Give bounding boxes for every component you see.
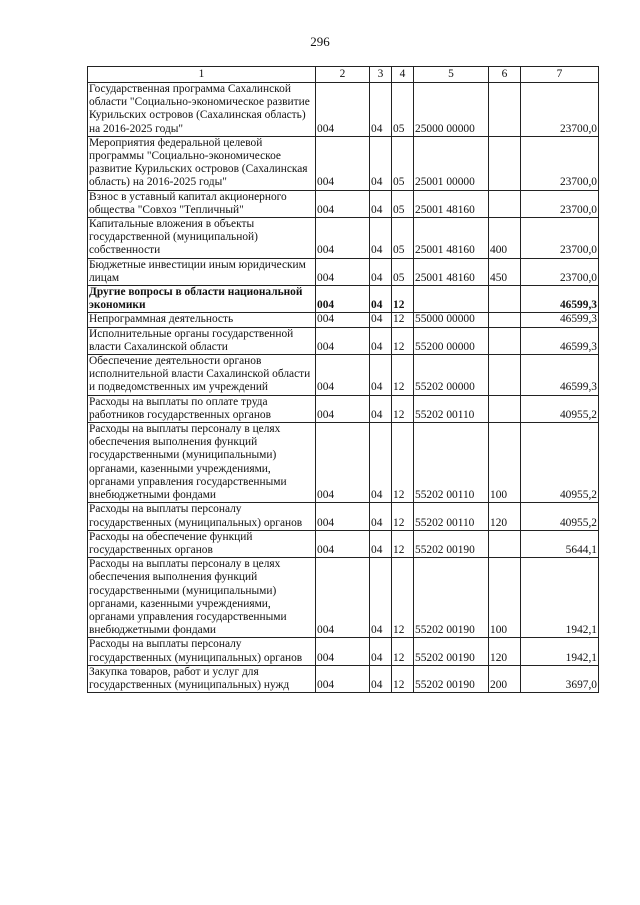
table-row xyxy=(88,313,599,327)
ministry-code-cell: 004 xyxy=(316,83,370,137)
target-article-cell: 25001 48160 xyxy=(414,218,489,259)
item-name-cell: Расходы на выплаты персоналу государственных (муниципальных) органов xyxy=(88,503,316,530)
header-cell: 3 xyxy=(370,67,392,83)
item-name-cell: Расходы на выплаты по оплате труда работников государственных органов xyxy=(88,395,316,422)
ministry-code-cell: 004 xyxy=(316,190,370,217)
table-row xyxy=(88,530,599,557)
target-article-cell: 55202 00190 xyxy=(414,558,489,638)
section-code-cell: 04 xyxy=(370,395,392,422)
header-cell: 2 xyxy=(316,67,370,83)
amount-cell: 46599,3 xyxy=(521,286,599,313)
table-row xyxy=(88,258,599,285)
section-code-cell: 04 xyxy=(370,327,392,354)
table-row xyxy=(88,218,599,259)
ministry-code-cell: 004 xyxy=(316,395,370,422)
expense-type-cell: 120 xyxy=(489,638,521,665)
amount-cell: 23700,0 xyxy=(521,218,599,259)
expense-type-cell xyxy=(489,83,521,137)
ministry-code-cell: 004 xyxy=(316,136,370,190)
section-code-cell: 04 xyxy=(370,530,392,557)
table-row xyxy=(88,83,599,137)
target-article-cell: 55200 00000 xyxy=(414,327,489,354)
expense-type-cell xyxy=(489,395,521,422)
header-cell: 6 xyxy=(489,67,521,83)
section-code-cell: 04 xyxy=(370,355,392,396)
section-code-cell: 04 xyxy=(370,190,392,217)
table-row xyxy=(88,638,599,665)
amount-cell: 23700,0 xyxy=(521,190,599,217)
amount-cell: 46599,3 xyxy=(521,313,599,327)
page-number: 296 xyxy=(310,34,330,49)
header-row xyxy=(88,67,599,83)
amount-cell: 1942,1 xyxy=(521,558,599,638)
expense-type-cell: 450 xyxy=(489,258,521,285)
item-name-cell: Исполнительные органы государственной власти Сахалинской области xyxy=(88,327,316,354)
ministry-code-cell: 004 xyxy=(316,558,370,638)
item-name-cell: Государственная программа Сахалинской области "Социально-экономическое развитие Курильских островов (Сахалинская область) на 2016-2025 годы" xyxy=(88,83,316,137)
header-cell: 7 xyxy=(521,67,599,83)
ministry-code-cell: 004 xyxy=(316,423,370,503)
table-row xyxy=(88,665,599,692)
ministry-code-cell: 004 xyxy=(316,286,370,313)
amount-cell: 46599,3 xyxy=(521,355,599,396)
target-article-cell: 55202 00110 xyxy=(414,423,489,503)
item-name-cell: Закупка товаров, работ и услуг для государственных (муниципальных) нужд xyxy=(88,665,316,692)
amount-cell: 5644,1 xyxy=(521,530,599,557)
target-article-cell: 55202 00110 xyxy=(414,503,489,530)
subsection-code-cell: 12 xyxy=(392,530,414,557)
header-cell: 4 xyxy=(392,67,414,83)
table-row xyxy=(88,136,599,190)
section-code-cell: 04 xyxy=(370,638,392,665)
subsection-code-cell: 12 xyxy=(392,313,414,327)
table-row xyxy=(88,423,599,503)
header-cell: 5 xyxy=(414,67,489,83)
target-article-cell: 55202 00000 xyxy=(414,355,489,396)
subsection-code-cell: 12 xyxy=(392,558,414,638)
ministry-code-cell: 004 xyxy=(316,313,370,327)
amount-cell: 3697,0 xyxy=(521,665,599,692)
amount-cell: 23700,0 xyxy=(521,136,599,190)
table-row xyxy=(88,355,599,396)
target-article-cell: 55202 00190 xyxy=(414,638,489,665)
ministry-code-cell: 004 xyxy=(316,665,370,692)
ministry-code-cell: 004 xyxy=(316,503,370,530)
section-code-cell: 04 xyxy=(370,558,392,638)
target-article-cell: 55202 00190 xyxy=(414,530,489,557)
header-cell: 1 xyxy=(88,67,316,83)
expense-type-cell: 200 xyxy=(489,665,521,692)
target-article-cell: 25000 00000 xyxy=(414,83,489,137)
subsection-code-cell: 12 xyxy=(392,503,414,530)
amount-cell: 40955,2 xyxy=(521,503,599,530)
expense-type-cell xyxy=(489,190,521,217)
subsection-code-cell: 12 xyxy=(392,395,414,422)
item-name-cell: Непрограммная деятельность xyxy=(88,313,316,327)
section-code-cell: 04 xyxy=(370,258,392,285)
subsection-code-cell: 12 xyxy=(392,423,414,503)
target-article-cell: 55202 00190 xyxy=(414,665,489,692)
section-code-cell: 04 xyxy=(370,286,392,313)
amount-cell: 40955,2 xyxy=(521,423,599,503)
expense-type-cell xyxy=(489,530,521,557)
expense-type-cell xyxy=(489,355,521,396)
table-row xyxy=(88,503,599,530)
expense-type-cell: 400 xyxy=(489,218,521,259)
ministry-code-cell: 004 xyxy=(316,327,370,354)
amount-cell: 40955,2 xyxy=(521,395,599,422)
item-name-cell: Другие вопросы в области национальной экономики xyxy=(88,286,316,313)
ministry-code-cell: 004 xyxy=(316,638,370,665)
subsection-code-cell: 12 xyxy=(392,638,414,665)
target-article-cell: 25001 48160 xyxy=(414,190,489,217)
expense-type-cell xyxy=(489,286,521,313)
item-name-cell: Мероприятия федеральной целевой программы "Социально-экономическое развитие Курильских островов (Сахалинская область) на 2016-2025 годы" xyxy=(88,136,316,190)
subsection-code-cell: 05 xyxy=(392,136,414,190)
subsection-code-cell: 05 xyxy=(392,190,414,217)
section-code-cell: 04 xyxy=(370,136,392,190)
expense-type-cell: 100 xyxy=(489,423,521,503)
item-name-cell: Расходы на выплаты персоналу в целях обеспечения выполнения функций государственными (муниципальными) органами, казенными учреждениями, органами управления государственными внебюджетными фондами xyxy=(88,423,316,503)
subsection-code-cell: 05 xyxy=(392,218,414,259)
table-row xyxy=(88,327,599,354)
item-name-cell: Взнос в уставный капитал акционерного общества "Совхоз "Тепличный" xyxy=(88,190,316,217)
subsection-code-cell: 12 xyxy=(392,355,414,396)
ministry-code-cell: 004 xyxy=(316,218,370,259)
table-row xyxy=(88,558,599,638)
target-article-cell: 25001 00000 xyxy=(414,136,489,190)
subsection-code-cell: 12 xyxy=(392,286,414,313)
table-row xyxy=(88,395,599,422)
ministry-code-cell: 004 xyxy=(316,355,370,396)
item-name-cell: Расходы на обеспечение функций государственных органов xyxy=(88,530,316,557)
ministry-code-cell: 004 xyxy=(316,258,370,285)
expense-type-cell xyxy=(489,313,521,327)
expense-type-cell xyxy=(489,136,521,190)
ministry-code-cell: 004 xyxy=(316,530,370,557)
target-article-cell xyxy=(414,286,489,313)
subsection-code-cell: 12 xyxy=(392,665,414,692)
amount-cell: 23700,0 xyxy=(521,83,599,137)
section-code-cell: 04 xyxy=(370,665,392,692)
item-name-cell: Расходы на выплаты персоналу в целях обеспечения выполнения функций государственными (муниципальными) органами, казенными учреждениями, органами управления государственными внебюджетными фондами xyxy=(88,558,316,638)
subsection-code-cell: 05 xyxy=(392,83,414,137)
item-name-cell: Бюджетные инвестиции иным юридическим лицам xyxy=(88,258,316,285)
subsection-code-cell: 12 xyxy=(392,327,414,354)
item-name-cell: Расходы на выплаты персоналу государственных (муниципальных) органов xyxy=(88,638,316,665)
expense-type-cell xyxy=(489,327,521,354)
subsection-code-cell: 05 xyxy=(392,258,414,285)
table-row xyxy=(88,190,599,217)
amount-cell: 46599,3 xyxy=(521,327,599,354)
section-code-cell: 04 xyxy=(370,423,392,503)
target-article-cell: 55202 00110 xyxy=(414,395,489,422)
section-code-cell: 04 xyxy=(370,503,392,530)
section-code-cell: 04 xyxy=(370,218,392,259)
target-article-cell: 55000 00000 xyxy=(414,313,489,327)
expense-type-cell: 120 xyxy=(489,503,521,530)
expense-type-cell: 100 xyxy=(489,558,521,638)
table-row xyxy=(88,286,599,313)
target-article-cell: 25001 48160 xyxy=(414,258,489,285)
amount-cell: 1942,1 xyxy=(521,638,599,665)
budget-table xyxy=(87,66,599,693)
section-code-cell: 04 xyxy=(370,83,392,137)
item-name-cell: Обеспечение деятельности органов исполнительной власти Сахалинской области и подведомственных им учреждений xyxy=(88,355,316,396)
item-name-cell: Капитальные вложения в объекты государственной (муниципальной) собственности xyxy=(88,218,316,259)
amount-cell: 23700,0 xyxy=(521,258,599,285)
section-code-cell: 04 xyxy=(370,313,392,327)
